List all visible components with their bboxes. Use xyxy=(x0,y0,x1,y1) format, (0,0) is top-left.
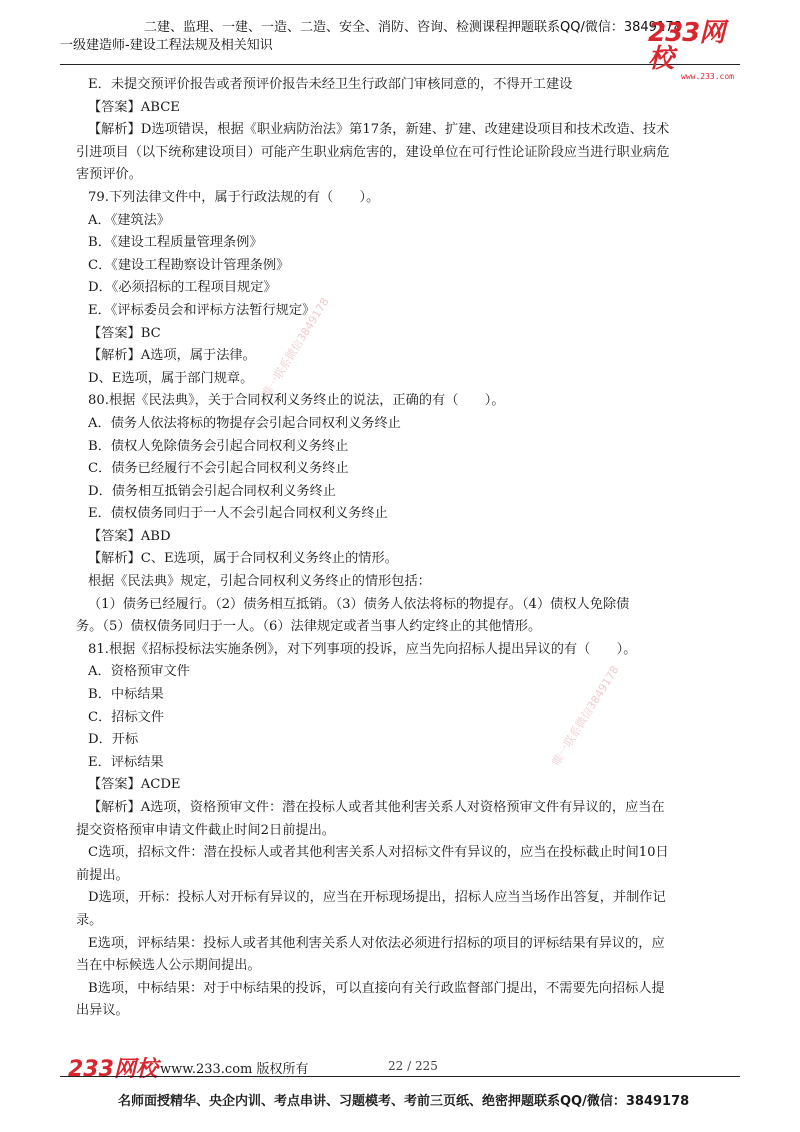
text-line: 80.根据《民法典》，关于合同权利义务终止的说法，正确的有（ ）。 xyxy=(88,393,505,409)
text-line: C选项，招标文件：潜在投标人或者其他利害关系人对招标文件有异议的，应当在投标截止时间10日 xyxy=(88,845,669,861)
text-line: A．债务人依法将标的物提存会引起合同权利义务终止 xyxy=(88,415,401,431)
text-line: 【答案】ABCE xyxy=(88,99,180,115)
logo-url: www.233.com xyxy=(681,72,734,81)
text-line: C．债务已经履行不会引起合同权利义务终止 xyxy=(88,461,349,477)
header-subject-title: 一级建造师-建设工程法规及相关知识 xyxy=(60,38,273,53)
logo-text: 233网校 xyxy=(648,18,725,74)
text-line: 【解析】A选项，资格预审文件：潜在投标人或者其他利害关系人对资格预审文件有异议的，应当在 xyxy=(88,800,665,815)
text-line: E．评标结果 xyxy=(88,754,164,770)
text-line: B．《建设工程质量管理条例》 xyxy=(88,235,263,251)
watermark: 唯一联系微信3849178 xyxy=(549,663,622,768)
text-line: B．中标结果 xyxy=(88,687,164,703)
footer-divider xyxy=(60,1076,740,1077)
text-line: 【答案】BC xyxy=(88,325,161,341)
text-line: C．《建设工程勘察设计管理条例》 xyxy=(88,257,290,273)
header-promo-text: 二建、监理、一建、一造、二造、安全、消防、咨询、检测课程押题联系QQ/微信：3849178 xyxy=(144,20,682,35)
text-line: A．《建筑法》 xyxy=(88,212,171,228)
text-line: （1）债务已经履行。（2）债务相互抵销。（3）债务人依法将标的物提存。（4）债权人免除债 xyxy=(88,596,630,612)
text-line: D．开标 xyxy=(88,732,139,748)
text-line: D、E选项，属于部门规章。 xyxy=(88,370,254,386)
text-line: A．资格预审文件 xyxy=(88,664,190,680)
page-number: 22 / 225 xyxy=(388,1059,438,1073)
text-line: 提交资格预审申请文件截止时间2日前提出。 xyxy=(76,822,335,838)
text-line: 出异议。 xyxy=(76,1003,129,1019)
text-line: B选项，中标结果：对于中标结果的投诉，可以直接向有关行政监督部门提出，不需要先向招标人提 xyxy=(88,980,665,996)
footer-logo: 233网校 xyxy=(68,1057,158,1082)
text-line: 当在中标候选人公示期间提出。 xyxy=(76,958,261,974)
text-line: 务。（5）债权债务同归于一人。（6）法律规定或者当事人约定终止的其他情形。 xyxy=(76,619,542,635)
watermark: 唯一联系微信3849178 xyxy=(259,295,332,400)
text-line: 录。 xyxy=(76,912,103,928)
text-line: E．《评标委员会和评标方法暂行规定》 xyxy=(88,302,316,318)
text-line: 引进项目（以下统称建设项目）可能产生职业病危害的，建设单位在可行性论证阶段应当进行职业病危 xyxy=(76,144,670,160)
text-line: 前提出。 xyxy=(76,867,129,883)
text-line: 害预评价。 xyxy=(76,167,142,183)
text-line: 【答案】ACDE xyxy=(88,777,181,793)
text-line: E选项，评标结果：投标人或者其他利害关系人对依法必须进行招标的项目的评标结果有异议的，应 xyxy=(88,935,665,951)
text-line: 【答案】ABD xyxy=(88,528,171,544)
text-line: 【解析】C、E选项，属于合同权利义务终止的情形。 xyxy=(88,551,398,567)
text-line: D选项，开标：投标人对开标有异议的，应当在开标现场提出，招标人应当当场作出答复，并制作记 xyxy=(88,890,666,906)
text-line: 79.下列法律文件中，属于行政法规的有（ ）。 xyxy=(88,189,380,205)
footer-promo: 名师面授精华、央企内训、考点串讲、习题模考、考前三页纸、绝密押题联系QQ/微信：3849178 xyxy=(118,1094,690,1109)
text-line: 【解析】A选项，属于法律。 xyxy=(88,348,256,364)
text-line: C．招标文件 xyxy=(88,709,165,725)
text-line: 根据《民法典》规定，引起合同权利义务终止的情形包括： xyxy=(88,574,431,590)
brand-logo xyxy=(648,18,740,81)
text-line: D．债务相互抵销会引起合同权利义务终止 xyxy=(88,483,336,499)
text-line: E．未提交预评价报告或者预评价报告未经卫生行政部门审核同意的，不得开工建设 xyxy=(88,77,573,92)
page-header xyxy=(60,14,740,81)
text-line: 81.根据《招标投标法实施条例》，对下列事项的投诉，应当先向招标人提出异议的有（ ）。 xyxy=(88,641,637,657)
text-line: D．《必须招标的工程项目规定》 xyxy=(88,280,277,296)
text-line: B．债权人免除债务会引起合同权利义务终止 xyxy=(88,438,349,454)
text-line: E．债权债务同归于一人不会引起合同权利义务终止 xyxy=(88,506,388,522)
footer-copyright: www.233.com 版权所有 xyxy=(160,1062,309,1077)
text-line: 【解析】D选项错误，根据《职业病防治法》第17条，新建、扩建、改建建设项目和技术改造、技术 xyxy=(88,122,670,138)
document-body xyxy=(76,74,743,1023)
